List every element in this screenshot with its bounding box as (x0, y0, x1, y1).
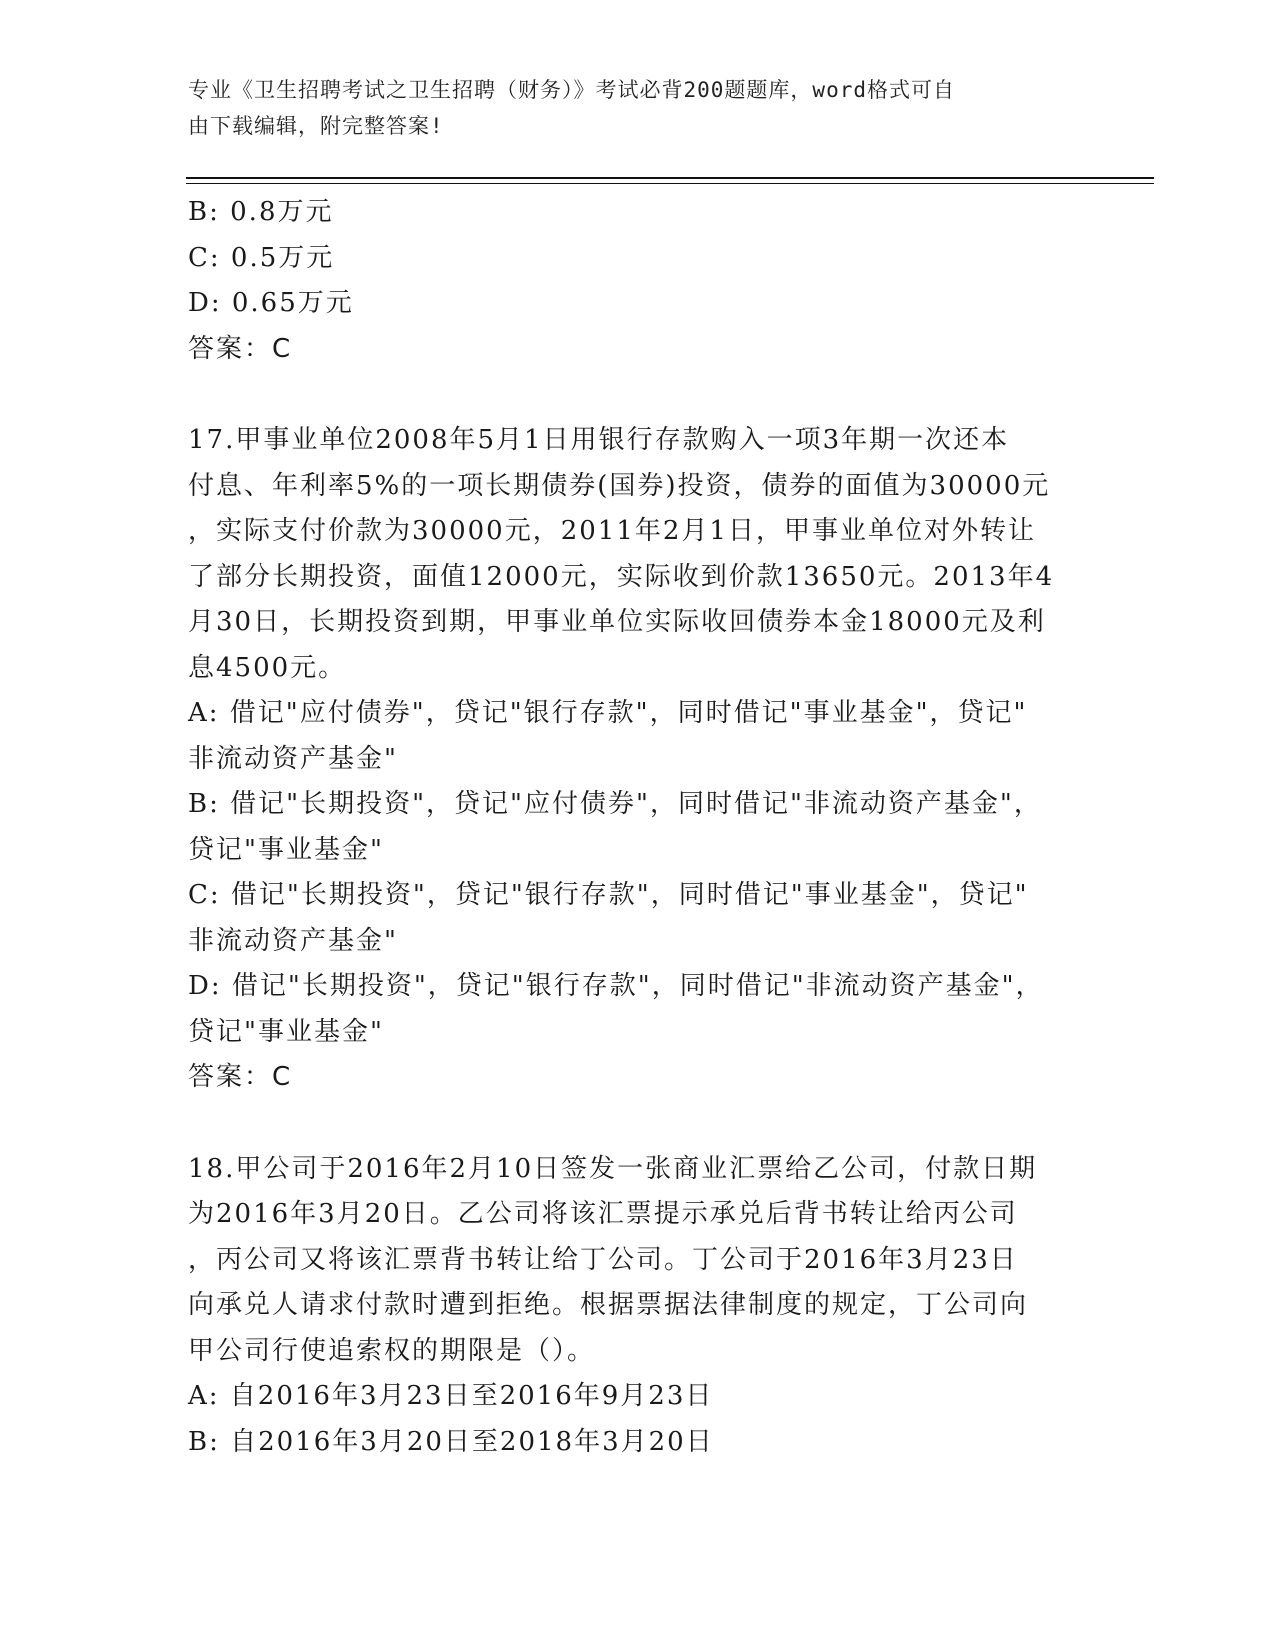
question-17 (188, 418, 1068, 1101)
question-17-option-c (188, 873, 1068, 964)
header-divider-thin (186, 183, 1154, 184)
stem-line: ，实际支付价款为30000元，2011年2月1日，甲事业单位对外转让 (188, 516, 1036, 546)
stem-line: 18.甲公司于2016年2月10日签发一张商业汇票给乙公司，付款日期 (188, 1153, 1038, 1184)
option-line: 非流动资产基金" (188, 925, 398, 956)
option-line: 非流动资产基金" (188, 743, 398, 774)
option-line: D: 借记"长期投资"，贷记"银行存款"，同时借记"非流动资产基金"， (188, 971, 1044, 1001)
header-line-1: 专业《卫生招聘考试之卫生招聘（财务）》考试必背200题题库，word格式可自 (188, 78, 955, 102)
option-d: D: 0.65万元 (188, 288, 354, 318)
question-18 (188, 1147, 1068, 1466)
question-18-option-a: A: 自2016年3月23日至2016年9月23日 (188, 1381, 714, 1411)
option-c: C: 0.5万元 (188, 242, 335, 273)
spacer (188, 1101, 1068, 1147)
question-17-option-a (188, 691, 1068, 782)
stem-line: 息4500元。 (188, 652, 347, 683)
prev-question-options (188, 190, 1068, 327)
question-17-option-b (188, 782, 1068, 873)
header-line-2: 由下载编辑，附完整答案! (188, 114, 444, 138)
stem-line: 向承兑人请求付款时遭到拒绝。根据票据法律制度的规定，丁公司向 (188, 1290, 1029, 1320)
question-18-stem (188, 1147, 1068, 1375)
stem-line: 月30日，长期投资到期，甲事业单位实际收回债券本金18000元及利 (188, 607, 1046, 637)
question-17-stem (188, 418, 1068, 691)
document-body (188, 190, 1068, 1465)
option-line: A: 借记"应付债券"，贷记"银行存款"，同时借记"事业基金"，贷记" (188, 698, 1028, 728)
option-line: B: 借记"长期投资"，贷记"应付债券"，同时借记"非流动资产基金"， (188, 789, 1042, 819)
prev-answer: 答案：C (188, 333, 293, 364)
stem-line: 了部分长期投资，面值12000元，实际收到价款13650元。2013年4 (188, 561, 1055, 592)
stem-line: 为2016年3月20日。乙公司将该汇票提示承兑后背书转让给丙公司 (188, 1199, 1018, 1229)
option-line: 贷记"事业基金" (188, 1016, 384, 1047)
option-line: C: 借记"长期投资"，贷记"银行存款"，同时借记"事业基金"，贷记" (188, 880, 1029, 910)
stem-line: 17.甲事业单位2008年5月1日用银行存款购入一项3年期一次还本 (188, 425, 1010, 455)
option-line: 贷记"事业基金" (188, 834, 384, 865)
question-17-answer: 答案：C (188, 1062, 293, 1092)
header-divider-thick (186, 177, 1154, 179)
question-17-option-d (188, 964, 1068, 1055)
page-header (188, 72, 1068, 144)
stem-line: 付息、年利率5%的一项长期债券(国券)投资，债券的面值为30000元 (188, 470, 1051, 501)
spacer (188, 372, 1068, 418)
stem-line: ，丙公司又将该汇票背书转让给丁公司。丁公司于2016年3月23日 (188, 1244, 1018, 1275)
option-b: B: 0.8万元 (188, 197, 334, 227)
question-18-option-b: B: 自2016年3月20日至2018年3月20日 (188, 1426, 714, 1457)
stem-line: 甲公司行使追索权的期限是（）。 (188, 1335, 596, 1366)
